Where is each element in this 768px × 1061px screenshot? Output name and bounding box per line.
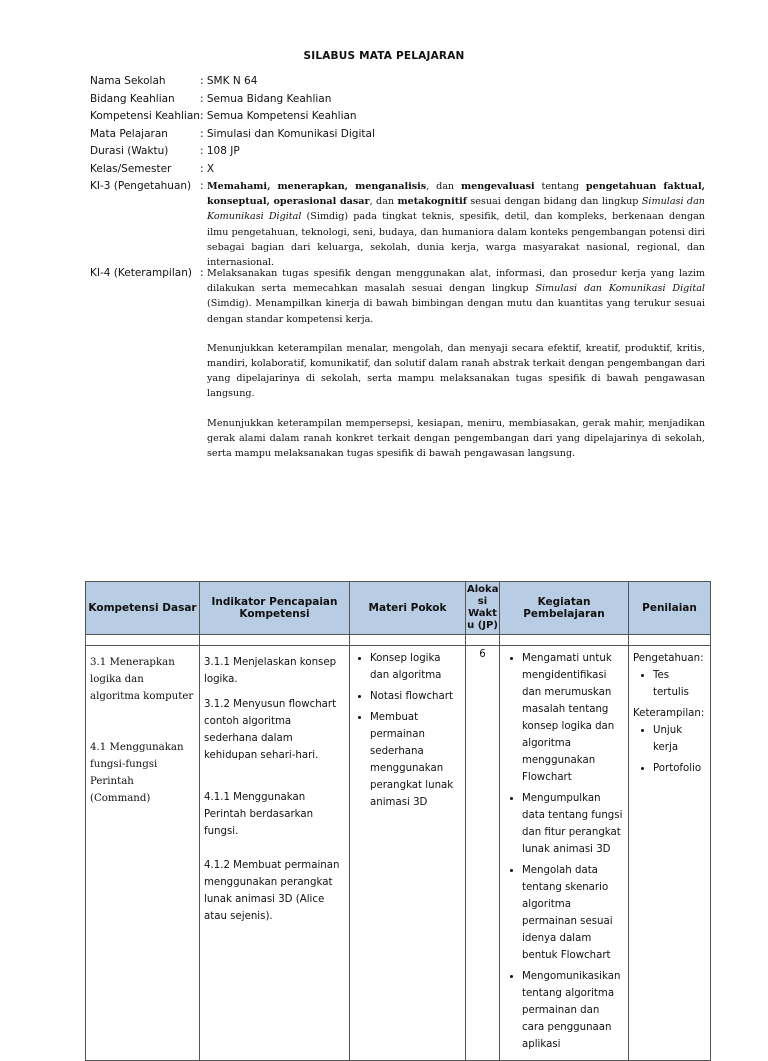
spacer-cell	[629, 635, 711, 646]
meta-value: : SMK N 64	[200, 75, 258, 87]
cell-penilaian	[629, 646, 711, 1061]
list-item: • Membuat permainan sederhana menggunakan perangkat lunak animasi 3D	[370, 709, 461, 811]
list-item: • Mengolah data tentang skenario algoritma permainan sesuai idenya dalam bentuk Flowchart	[522, 862, 624, 964]
header-kompetensi-dasar: Kompetensi Dasar	[86, 582, 200, 635]
meta-label: Nama Sekolah	[90, 75, 166, 87]
penilaian-keterampilan-list	[633, 722, 706, 777]
meta-row-nama-sekolah	[90, 73, 705, 91]
indikator-3-1-1: 3.1.1 Menjelaskan konsep logika.	[204, 657, 337, 685]
ki3-text	[207, 179, 705, 270]
ki4-p1-italic: Simulasi dan Komunikasi Digital	[535, 283, 705, 295]
list-item: • Konsep logika dan algoritma	[370, 650, 461, 684]
penilaian-pengetahuan-list	[633, 667, 706, 701]
penilaian-pengetahuan-heading: Pengetahuan:	[633, 653, 704, 664]
ki4-paragraph-2: Menunjukkan keterampilan menalar, mengolah, dan menyaji secara efektif, kreatif, produktif, kritis, mandiri, kolaboratif, komunikatif, dan solutif dalam ranah abstrak terkait dengan pengembangan dari yang dipelajarinya di sekolah, serta mampu melaksanakan tugas spesifik di bawah pengawasan langsung.	[207, 342, 705, 400]
spacer	[204, 772, 345, 789]
header-materi-pokok: Materi Pokok	[350, 582, 466, 635]
meta-value: : Simulasi dan Komunikasi Digital	[200, 127, 375, 140]
meta-row-mata-pelajaran	[90, 126, 705, 144]
header-kegiatan: Kegiatan Pembelajaran	[500, 582, 629, 635]
ki3-bold-3: pengetahuan faktual, konseptual, operasional dasar	[207, 181, 705, 208]
identity-block	[90, 73, 705, 178]
meta-value: : X	[200, 162, 215, 175]
indikator-4-1-1: 4.1.1 Menggunakan Perintah berdasarkan fungsi.	[204, 792, 314, 837]
materi-list	[354, 650, 461, 811]
list-item: • Unjuk kerja	[653, 722, 706, 756]
spacer-cell	[350, 635, 466, 646]
indikator-4-1-2: 4.1.2 Membuat permainan menggunakan perangkat lunak animasi 3D (Alice atau sejenis).	[204, 860, 340, 922]
ki4-colon: :	[200, 267, 204, 279]
ki3-text-1: , dan	[426, 181, 461, 192]
cell-kegiatan	[500, 646, 629, 1061]
ki3-bold-2: mengevaluasi	[460, 181, 535, 192]
syllabus-table	[85, 581, 711, 1061]
cell-alokasi	[466, 646, 500, 1061]
ki4-block	[90, 266, 705, 475]
ki4-p1-text-a: Melaksanakan tugas spesifik dengan menggunakan alat, informasi, dan prosedur kerja yang lazim dilakukan serta memecahkan masalah sesuai dengan lingkup	[207, 268, 705, 295]
table-header-row	[86, 582, 711, 635]
meta-value: : Semua Kompetensi Keahlian	[200, 110, 357, 122]
spacer-cell	[200, 635, 350, 646]
meta-value: : 108 JP	[200, 145, 240, 157]
meta-label: Kelas/Semester	[90, 162, 172, 175]
spacer-cell	[466, 635, 500, 646]
list-item: • Mengamati untuk mengidentifikasi dan merumuskan masalah tentang konsep logika dan algoritma menggunakan Flowchart	[522, 650, 624, 786]
meta-row-durasi	[90, 143, 705, 161]
ki3-label: KI-3 (Pengetahuan)	[90, 180, 192, 192]
kd-4-1: 4.1 Menggunakan fungsi-fungsi Perintah (Command)	[90, 742, 184, 804]
meta-label: Kompetensi Keahlian	[90, 110, 200, 122]
cell-indikator	[200, 646, 350, 1061]
meta-row-bidang-keahlian	[90, 91, 705, 109]
spacer-cell	[86, 635, 200, 646]
table-spacer-row	[86, 635, 711, 646]
spacer	[90, 705, 195, 739]
ki3-text-5: (Simdig) pada tingkat teknis, spesifik, detil, dan kompleks, berkenaan dengan ilmu pengetahuan, teknologi, seni, budaya, dan humaniora dalam konteks pengembangan potensi diri sebagai bagian dari keluarga, sekolah, dunia kerja, warga masyarakat nasional, regional, dan internasional.	[207, 211, 705, 269]
ki3-italic-1: Simulasi dan Komunikasi Digital	[207, 196, 705, 223]
ki4-paragraph-1	[207, 266, 705, 327]
penilaian-keterampilan-heading: Keterampilan:	[633, 708, 705, 719]
meta-label: Bidang Keahlian	[90, 92, 175, 105]
ki3-bold-4: metakognitif	[397, 196, 467, 208]
document-title: SILABUS MATA PELAJARAN	[303, 50, 465, 62]
ki4-text	[207, 266, 705, 475]
kd-3-1: 3.1 Menerapkan logika dan algoritma komputer	[90, 657, 194, 702]
table-row	[86, 646, 711, 1061]
meta-label: Mata Pelajaran	[90, 127, 168, 140]
ki4-label: KI-4 (Keterampilan)	[90, 267, 192, 279]
ki3-block	[90, 179, 705, 270]
meta-row-kompetensi-keahlian	[90, 108, 705, 126]
list-item: • Portofolio	[653, 760, 706, 777]
ki3-text-2: tentang	[534, 181, 586, 192]
list-item: • Notasi flowchart	[370, 688, 461, 705]
indikator-3-1-2: 3.1.2 Menyusun flowchart contoh algoritma sederhana dalam kehidupan sehari-hari.	[204, 699, 337, 761]
ki4-paragraph-3: Menunjukkan keterampilan mempersepsi, kesiapan, meniru, membiasakan, gerak mahir, menjadikan gerak alami dalam ranah konkret terkait dengan pengembangan dari yang dipelajarinya di sekolah, serta mampu melaksanakan tugas spesifik di bawah pengawasan langsung.	[207, 417, 705, 460]
ki3-text-3: , dan	[369, 196, 398, 208]
ki4-p1-text-b: (Simdig). Menampilkan kinerja di bawah bimbingan dengan mutu dan kuantitas yang terukur sesuai dengan standar kompetensi kerja.	[207, 298, 705, 325]
spacer-cell	[500, 635, 629, 646]
kegiatan-list	[504, 650, 624, 1053]
meta-value: : Semua Bidang Keahlian	[200, 92, 332, 105]
cell-kompetensi-dasar	[86, 646, 200, 1061]
header-alokasi-waktu: Aloka si Wakt u (JP)	[466, 582, 500, 635]
meta-row-kelas-semester	[90, 161, 705, 179]
ki3-text-4: sesuai dengan bidang dan lingkup	[466, 196, 642, 208]
cell-materi-pokok	[350, 646, 466, 1061]
ki3-colon: :	[200, 180, 204, 192]
alokasi-value: 6	[479, 649, 486, 660]
list-item: • Mengomunikasikan tentang algoritma permainan dan cara penggunaan aplikasi	[522, 968, 624, 1053]
ki3-bold-1: Memahami, menerapkan, menganalisis	[207, 181, 427, 192]
meta-label: Durasi (Waktu)	[90, 145, 169, 157]
list-item: • Tes tertulis	[653, 667, 706, 701]
list-item: • Mengumpulkan data tentang fungsi dan fitur perangkat lunak animasi 3D	[522, 790, 624, 858]
header-penilaian: Penilaian	[629, 582, 711, 635]
header-indikator: Indikator Pencapaian Kompetensi	[200, 582, 350, 635]
